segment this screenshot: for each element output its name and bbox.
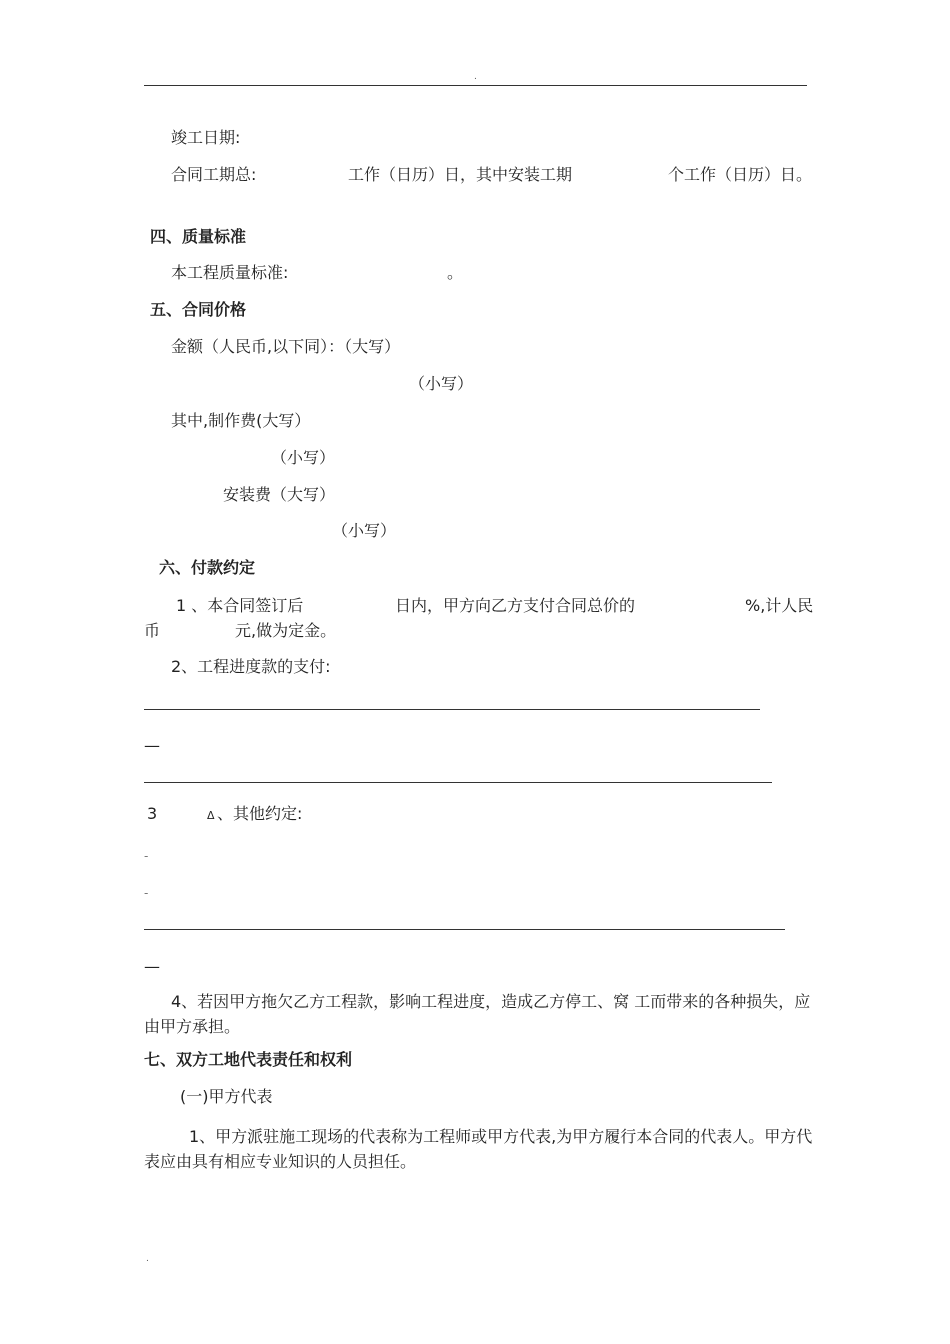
fill-dash-1: —	[144, 736, 160, 755]
payment-1-percent: %,计人民	[745, 596, 814, 615]
party-a-rep-subheading: (一)甲方代表	[180, 1087, 273, 1106]
payment-1-middle: 日内，甲方向乙方支付合同总价的	[395, 596, 636, 615]
install-fee-small: （小写）	[332, 521, 397, 540]
quality-label: 本工程质量标准:	[171, 263, 289, 282]
header-rule	[144, 85, 807, 86]
duration-label: 合同工期总:	[171, 165, 257, 184]
fill-tick-2: -	[144, 886, 149, 900]
making-fee-small: （小写）	[271, 448, 336, 467]
footer-dot: .	[146, 1254, 149, 1264]
header-dot: .	[474, 72, 477, 82]
section-price-heading: 五、合同价格	[150, 300, 247, 319]
payment-3-number: 3	[147, 804, 158, 823]
payment-3-mark: ᐃ	[207, 809, 215, 822]
party-a-rep-paragraph: 1、甲方派驻施工现场的代表称为工程师或甲方代表,为甲方履行本合同的代表人。甲方代表应由具有相应专业知识的人员担任。	[144, 1127, 813, 1171]
payment-1-currency: 币	[144, 621, 161, 640]
payment-1-end: 元,做为定金。	[235, 621, 337, 640]
amount-label: 金额（人民币,以下同）：（大写）	[171, 337, 401, 356]
fill-dash-2: —	[144, 957, 160, 976]
fill-line-1	[144, 709, 760, 710]
amount-small: （小写）	[409, 374, 474, 393]
duration-end: 个工作（日历）日。	[668, 165, 813, 184]
section-payment-heading: 六、付款约定	[159, 558, 256, 577]
payment-4-paragraph: 4、若因甲方拖欠乙方工程款，影响工程进度，造成乙方停工、窝 工而带来的各种损失，应由甲方承担。	[144, 992, 811, 1036]
payment-2-label: 2、工程进度款的支付:	[171, 657, 331, 676]
duration-text: 工作（日历）日，其中安装工期	[348, 165, 573, 184]
fill-line-3	[144, 929, 785, 930]
section-representatives-heading: 七、双方工地代表责任和权利	[144, 1050, 353, 1069]
quality-end: 。	[447, 263, 464, 282]
payment-3-label: 、其他约定:	[217, 804, 303, 823]
fill-tick-1: -	[144, 849, 149, 863]
completion-date-label: 竣工日期:	[171, 128, 241, 147]
making-fee-label: 其中,制作费(大写）	[171, 411, 311, 430]
payment-1-start: 1 、本合同签订后	[176, 596, 304, 615]
install-fee-label: 安装费（大写）	[223, 485, 336, 504]
fill-line-2	[144, 782, 772, 783]
section-quality-heading: 四、质量标准	[150, 227, 247, 246]
